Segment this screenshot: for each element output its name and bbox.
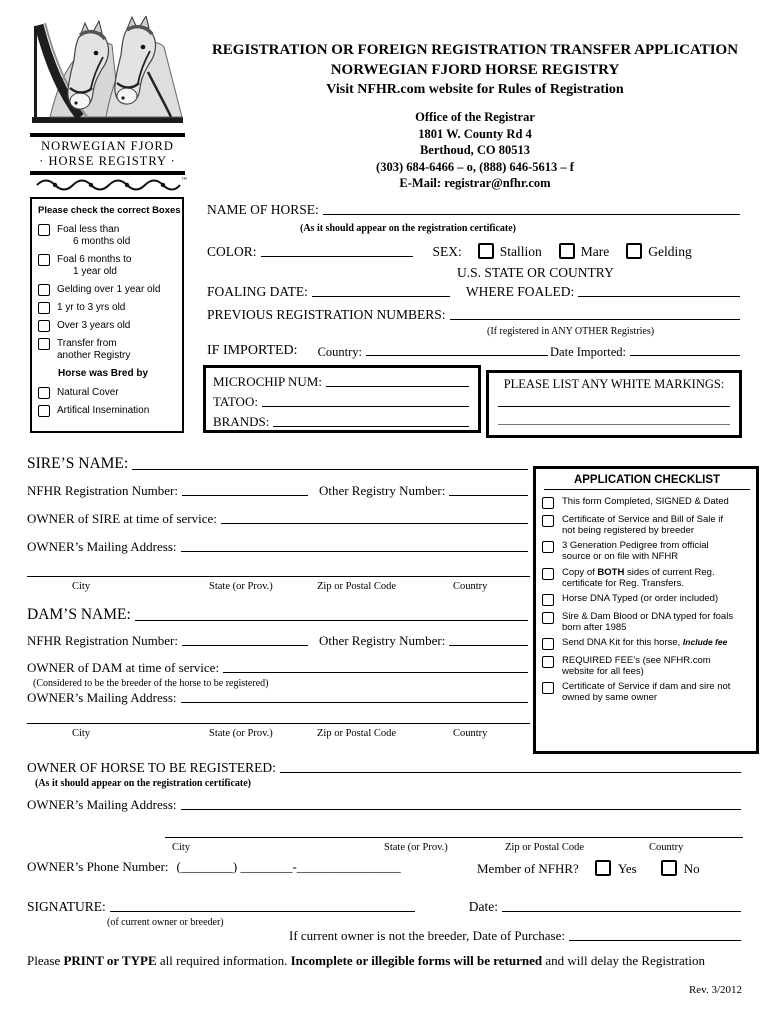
white-markings-box [486,370,742,438]
name-of-horse-field[interactable] [323,210,740,215]
checkbox[interactable] [38,254,50,266]
sire-name-row [27,455,530,473]
checklist-item-sire-dam-blood[interactable] [542,611,752,633]
microchip-label: MICROCHIP NUM: [213,374,322,390]
owner-zip-label: Zip or Postal Code [505,842,585,853]
sex-stallion-label: Stallion [499,244,542,260]
member-of-nfhr-label: Member of NFHR? [477,861,579,877]
dam-nfhr-number-field[interactable] [182,641,308,646]
previous-registration-field[interactable] [450,315,740,320]
logo-name-line1: NORWEGIAN FJORD [41,139,174,153]
brands-row [213,410,471,430]
dam-owner-field[interactable] [223,668,528,673]
checkbox[interactable] [542,568,554,580]
sire-mailing-label: OWNER’s Mailing Address: [27,539,177,554]
checklist-item-certificate-service[interactable] [542,681,752,703]
name-of-horse-label: NAME OF HORSE: [207,202,319,217]
checklist-item-copy-both-sides[interactable] [542,567,752,589]
checklist-item-label: Certificate of Service if dam and sire not owned by same owner [562,681,731,703]
dam-city-label: City [72,728,91,739]
checklist-item-label: 3 Generation Pedigree from official source or on file with NFHR [562,540,709,562]
dam-section [27,598,530,748]
member-no-checkbox[interactable] [661,860,677,876]
white-markings-field-1[interactable] [498,392,730,407]
footer-print-or-type: PRINT or TYPE [63,953,157,968]
footer-text: and will delay the Registration [542,953,705,968]
us-state-or-country-label: U.S. STATE OR COUNTRY [457,265,614,280]
office-line5: E-Mail: registrar@nfhr.com [399,176,551,190]
sire-other-registry-field[interactable] [449,491,528,496]
bred-option-artificial-insemination[interactable] [38,405,179,417]
footer-text: all required information. [156,953,291,968]
sex-label: SEX: [432,244,462,260]
imported-country-field[interactable] [366,351,548,356]
checklist-item-label: Sire & Dam Blood or DNA typed for foals born after 1985 [562,610,734,633]
foaling-date-label: FOALING DATE: [207,284,308,299]
bred-option-natural-cover[interactable] [38,387,179,399]
checklist-item-label: Horse DNA Typed (or order included) [562,593,719,604]
age-option-1-3yrs[interactable] [38,302,179,314]
footer-text: Please [27,953,64,968]
logo-divider-top [30,133,185,137]
checklist-item-dna-typed[interactable] [542,593,752,606]
sire-name-label: SIRE’S NAME: [27,455,129,472]
nfhr-logo [30,16,185,195]
owner-state-label: State (or Prov.) [384,842,448,853]
checkbox[interactable] [38,405,50,417]
dam-mailing-row [27,691,530,706]
checkbox[interactable] [38,302,50,314]
dam-city-state-line[interactable] [27,723,530,724]
dam-other-registry-label: Other Registry Number: [318,633,446,648]
white-markings-field-2[interactable] [498,407,730,425]
owner-city-state-line[interactable] [165,837,743,838]
dam-name-field[interactable] [135,616,528,621]
checkbox[interactable] [542,541,554,553]
bred-by-title: Horse was Bred by [58,368,149,379]
owner-title-note: (As it should appear on the registration certificate) [35,778,251,789]
form-title-line2: NORWEGIAN FJORD HORSE REGISTRY [330,62,620,78]
sire-nfhr-number-label: NFHR Registration Number: [27,483,178,498]
footer-instructions [27,953,743,969]
owner-country-label: Country [649,842,684,853]
checklist-item-form-completed[interactable] [542,496,752,509]
sire-state-label: State (or Prov.) [209,581,273,592]
identification-box [203,365,481,433]
checklist-item-pedigree[interactable] [542,540,752,562]
sex-gelding-label: Gelding [648,244,692,260]
horse-heads-illustration [30,16,185,126]
sex-gelding-checkbox[interactable] [626,243,642,259]
dam-nfhr-number-label: NFHR Registration Number: [27,633,178,648]
date-of-purchase-label: If current owner is not the breeder, Date of Purchase: [289,928,565,943]
foaling-row [207,284,742,300]
dam-mailing-field[interactable] [181,698,529,703]
name-of-horse-note: (As it should appear on the registration certificate) [300,223,516,234]
date-of-purchase-field[interactable] [569,936,741,941]
imported-row [207,343,742,359]
dam-owner-label: OWNER of DAM at time of service: [27,660,220,675]
checklist-title: APPLICATION CHECKLIST [544,474,750,490]
dam-zip-label: Zip or Postal Code [317,728,397,739]
checklist-item-dna-kit[interactable] [542,637,752,650]
owner-section [27,756,743,891]
owner-mailing-label: OWNER’s Mailing Address: [27,797,177,812]
color-field[interactable] [261,252,413,257]
sire-other-registry-label: Other Registry Number: [318,483,446,498]
sire-city-label: City [72,581,91,592]
owner-of-horse-label: OWNER OF HORSE TO BE REGISTERED: [27,760,276,775]
name-of-horse-row [207,202,742,218]
date-field[interactable] [502,907,741,912]
logo-flourish [30,177,185,195]
checkbox[interactable] [542,497,554,509]
imported-date-label: Date Imported: [550,344,627,359]
imported-country-label: Country: [317,344,363,359]
checkbox[interactable] [542,515,554,527]
checklist-item-label: Send DNA Kit for this horse, Include fee [562,637,728,648]
owner-title-row [27,760,743,776]
office-line4: (303) 684-6466 – o, (888) 646-5613 – f [376,159,574,174]
checklist-item-required-fees[interactable] [542,655,752,677]
checkbox[interactable] [542,656,554,668]
checkbox-label: Natural Cover [57,387,119,398]
microchip-field[interactable] [326,382,469,387]
tatoo-field[interactable] [262,402,469,407]
sire-owner-row [27,512,530,527]
sire-name-field[interactable] [132,465,528,470]
owner-city-label: City [172,842,191,853]
trademark-symbol: ™ [181,177,187,183]
logo-divider-bottom [30,171,185,175]
signature-section [27,893,743,948]
dam-other-registry-field[interactable] [449,641,528,646]
form-header [188,40,762,192]
age-option-gelding-over-1yr[interactable] [38,284,179,296]
member-no-label: No [683,861,700,877]
checkbox-label: Foal less than 6 months old [57,224,131,247]
dam-state-label: State (or Prov.) [209,728,273,739]
dam-mailing-label: OWNER’s Mailing Address: [27,690,177,705]
footer-returned-warning: Incomplete or illegible forms will be returned [290,953,543,968]
form-title-line3: Visit NFHR.com website for Rules of Registration [326,82,624,97]
dam-country-label: Country [453,728,488,739]
dam-name-row [27,606,530,624]
panel-title: Please check the correct Boxes [38,205,181,216]
brands-field[interactable] [273,422,469,427]
tatoo-row [213,390,471,410]
sire-mailing-field[interactable] [181,547,529,552]
sire-nfhr-number-field[interactable] [182,491,308,496]
signature-label: SIGNATURE: [27,899,106,914]
foaling-date-field[interactable] [312,292,450,297]
checkbox[interactable] [38,320,50,332]
where-foaled-field[interactable] [578,292,740,297]
sire-zip-label: Zip or Postal Code [317,581,397,592]
checklist-item-label: Certificate of Service and Bill of Sale if not being registered by breeder [562,513,724,536]
age-option-foal-under-6mo[interactable] [38,224,179,248]
member-of-nfhr-row [477,860,743,877]
previous-registration-row [207,307,742,323]
checkbox[interactable] [542,594,554,606]
checkbox[interactable] [38,284,50,296]
age-option-over-3yrs[interactable] [38,320,179,332]
checkbox-label: Artifical Insemination [57,405,150,416]
imported-date-field[interactable] [630,351,740,356]
revision-label: Rev. 3/2012 [688,984,742,996]
checkbox-label: Foal 6 months to 1 year old [57,254,132,277]
checkbox[interactable] [542,638,554,650]
tatoo-label: TATOO: [213,394,258,410]
checkbox[interactable] [542,682,554,694]
form-title-line1: REGISTRATION OR FOREIGN REGISTRATION TRANSFER APPLICATION [211,42,739,58]
signature-note: (of current owner or breeder) [107,917,224,928]
dam-registration-row [27,634,530,649]
previous-registration-label: PREVIOUS REGISTRATION NUMBERS: [207,307,446,322]
where-foaled-label: WHERE FOALED: [465,284,575,299]
sex-mare-label: Mare [580,244,610,260]
age-option-transfer[interactable] [38,338,179,362]
sire-section [27,455,530,595]
brands-label: BRANDS: [213,414,270,430]
registrar-office-block [188,109,762,192]
office-line3: Berthoud, CO 80513 [419,143,531,157]
signature-field[interactable] [110,907,415,912]
color-sex-row [207,243,742,260]
dam-name-label: DAM’S NAME: [27,606,131,623]
sex-stallion-checkbox[interactable] [478,243,494,259]
checklist-item-certificate-bill[interactable] [542,514,752,536]
sire-owner-field[interactable] [221,519,528,524]
checklist-item-label: REQUIRED FEE’s (see NFHR.com website for all fees) [562,654,711,677]
application-checklist [533,466,759,754]
signature-row [27,899,743,915]
office-line2: 1801 W. County Rd 4 [418,126,532,141]
microchip-row [213,370,471,390]
owner-mailing-field[interactable] [181,805,742,810]
owner-phone-label: OWNER’s Phone Number: [27,859,169,874]
sire-registration-row [27,484,530,499]
owner-mailing-row [27,798,743,813]
owner-phone-row [27,860,457,875]
if-imported-label: IF IMPORTED: [207,343,298,358]
date-of-purchase-row [289,929,743,944]
age-option-foal-6mo-1yr[interactable] [38,254,179,278]
checkbox-label: Over 3 years old [57,320,131,331]
age-category-panel [30,197,184,433]
dam-breeder-note: (Considered to be the breeder of the horse to be registered) [33,678,269,689]
logo-name-line2: · HORSE REGISTRY · [39,154,176,168]
owner-of-horse-field[interactable] [280,768,741,773]
checkbox[interactable] [38,224,50,236]
sire-mailing-row [27,540,530,555]
sire-country-label: Country [453,581,488,592]
sire-owner-label: OWNER of SIRE at time of service: [27,511,217,526]
checklist-item-label: Copy of BOTH sides of current Reg. certificate for Reg. Transfers. [562,566,715,589]
sire-city-state-line[interactable] [27,576,530,577]
dam-owner-row [27,661,530,676]
checkbox[interactable] [38,338,50,350]
checkbox-label: Transfer from another Registry [57,338,131,361]
checkbox[interactable] [38,387,50,399]
white-markings-label: PLEASE LIST ANY WHITE MARKINGS: [503,377,725,391]
checkbox[interactable] [542,612,554,624]
checkbox-label: 1 yr to 3 yrs old [57,302,126,313]
owner-phone-field[interactable]: (________) ________-________________ [176,859,401,874]
member-yes-label: Yes [617,861,637,877]
member-yes-checkbox[interactable] [595,860,611,876]
checklist-item-label: This form Completed, SIGNED & Dated [562,496,729,507]
checkbox-label: Gelding over 1 year old [57,284,161,295]
color-label: COLOR: [207,244,257,260]
previous-registration-note: (If registered in ANY OTHER Registries) [487,326,655,337]
date-label: Date: [468,899,499,914]
office-line1: Office of the Registrar [415,110,535,124]
sex-mare-checkbox[interactable] [559,243,575,259]
